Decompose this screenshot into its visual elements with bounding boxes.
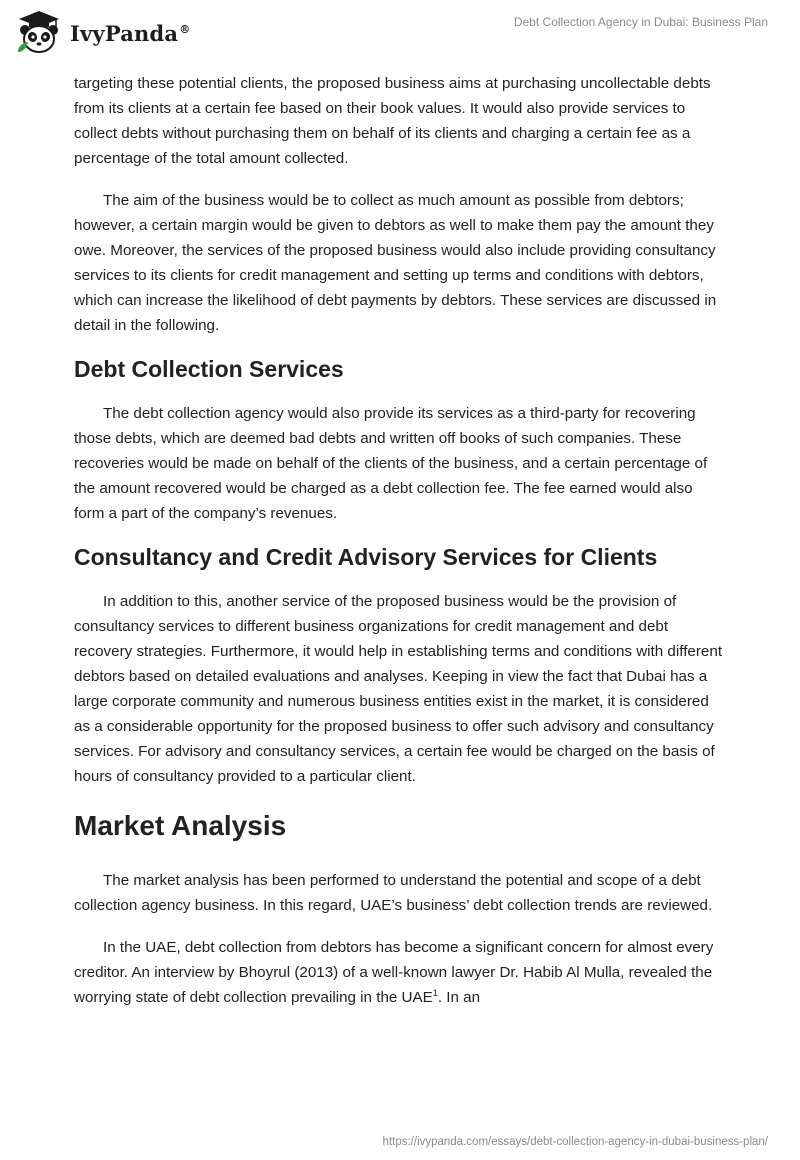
paragraph: The market analysis has been performed to understand the potential and scope of a debt collection agency business. In this regard, UAE’s business’ debt collection trends are reviewed. <box>74 872 713 914</box>
section-heading-debt-collection: Debt Collection Services <box>74 356 344 382</box>
section-heading-market-analysis: Market Analysis <box>74 810 287 841</box>
paragraph: The debt collection agency would also provide its services as a third-party for recovering those debts, which are deemed bad debts and written off books of such companies. These recoveries would be made on behalf of the clients of the business, and a certain percentage of the amount recovered would be charged as a debt collection fee. The fee earned would also form a part of the company’s revenues. <box>74 405 708 522</box>
document-title: Debt Collection Agency in Dubai: Business Plan <box>513 15 768 29</box>
paragraph: In addition to this, another service of the proposed business would be the provision of consultancy services to different business organizations for credit management and debt recovery strategies. Furthermore, it would help in establishing terms and conditions with different debtors based on detailed evaluations and analyses. Keeping in view the fact that Dubai has a large corporate community and numerous business entities exist in the market, it is considered as a considerable opportunity for the proposed business to offer such advisory and consultancy services. For advisory and consultancy services, a certain fee would be charged on the basis of hours of consultancy provided to a particular client. <box>74 593 723 785</box>
paragraph: In the UAE, debt collection from debtors has become a significant concern for almost every creditor. An interview by Bhoyrul (2013) of a well-known lawyer Dr. Habib Al Mulla, revealed the worrying state of debt collection prevailing in the UAE$^1$. In an <box>74 939 714 1006</box>
essay-content <box>74 71 726 1010</box>
ivypanda-logo[interactable] <box>14 8 190 58</box>
page-header <box>0 0 800 70</box>
paragraph: targeting these potential clients, the proposed business aims at purchasing uncollectable debts from its clients at a certain fee based on their book values. It would also provide services to collect debts without purchasing them on behalf of its clients and charging a certain fee as a percentage of the total amount collected. <box>74 75 711 167</box>
logo-text: IvyPanda® <box>70 20 191 46</box>
paragraph: The aim of the business would be to collect as much amount as possible from debtors; however, a certain margin would be given to debtors as well to make them pay the amount they owe. Moreover, the services of the proposed business would also include providing consultancy services to its clients for credit management and setting up terms and conditions with debtors, which can increase the likelihood of debt payments by debtors. These services are discussed in detail in the following. <box>74 192 717 334</box>
section-heading-consultancy: Consultancy and Credit Advisory Services for Clients <box>74 544 658 570</box>
source-url[interactable]: https://ivypanda.com/essays/debt-collection-agency-in-dubai-business-plan/ <box>382 1136 768 1148</box>
footnote-reference[interactable]: 1 <box>432 987 438 998</box>
panda-graduate-icon <box>14 8 64 58</box>
